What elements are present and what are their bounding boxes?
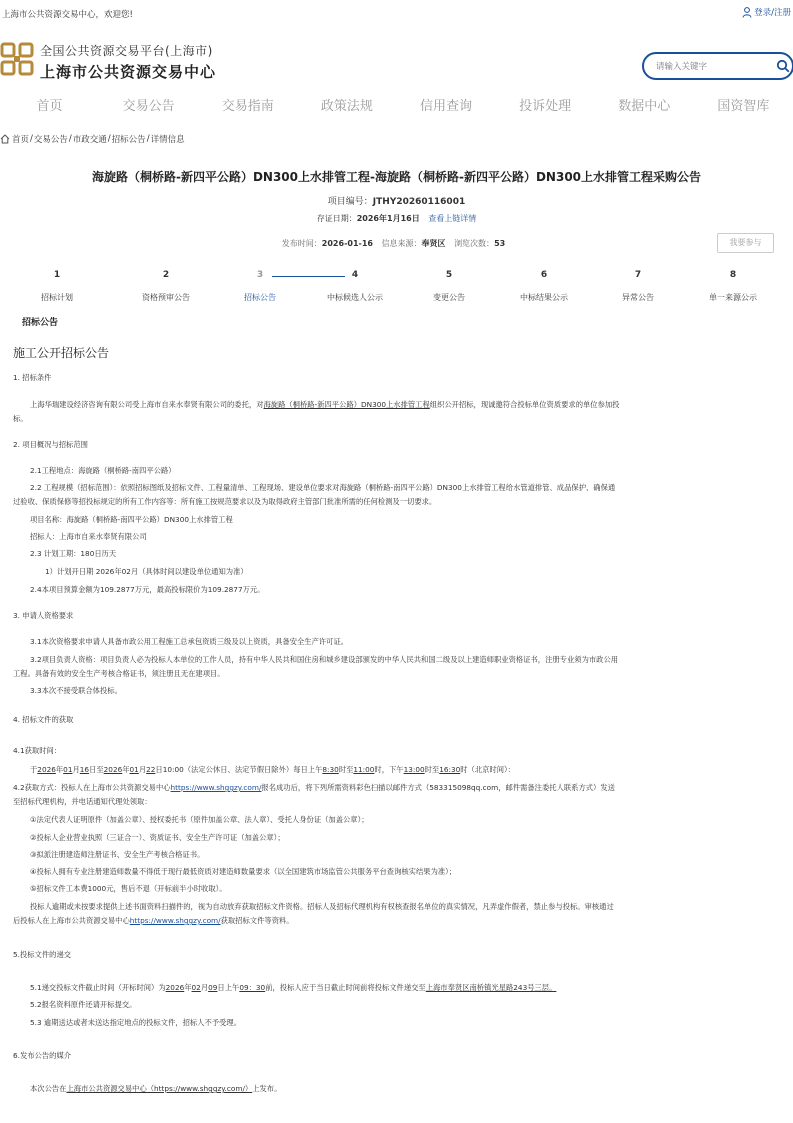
- step-number[interactable]: 8: [729, 270, 737, 280]
- paragraph: 5.3 逾期送达或者未送达指定地点的投标文件，招标人不予受理。: [30, 1018, 241, 1027]
- site-url-link[interactable]: https://www.shggzy.com/: [170, 783, 262, 792]
- notice-meta: 发布时间：2026-01-16 信息来源：奉贤区 浏览次数：53: [281, 239, 506, 248]
- search-input[interactable]: [656, 59, 766, 74]
- paragraph: 项目名称：海旋路（桐桥路-南四平公路）DN300上水排管工程: [30, 515, 233, 524]
- list-item: ③拟派注册建造师注册证书、安全生产考核合格证书。: [30, 850, 205, 859]
- paragraph: 至招标代理机构，并电话通知代理处领取：: [13, 797, 152, 806]
- paragraph: 4.1获取时间：: [13, 746, 62, 755]
- step-number[interactable]: 2: [162, 270, 170, 280]
- filing-date: 存证日期：2026年1月16日 查看上链详情: [316, 214, 477, 223]
- search-box[interactable]: [642, 52, 793, 80]
- paragraph: 上海华瑞建设经济咨询有限公司受上海市自来水奉贤有限公司的委托，对海旋路（桐桥路-新四平公路）DN300上水排管工程组织公开招标，现诚邀符合投标单位资质要求的单位参加投: [30, 400, 620, 409]
- list-item: ①法定代表人证明原件（加盖公章）、授权委托书（原件加盖公章、法人章）、受托人身份证（加盖公章）；: [30, 815, 369, 824]
- step-number[interactable]: 4: [351, 270, 359, 280]
- site-url-link[interactable]: https://www.shggzy.com/: [129, 916, 221, 925]
- nav-think-tank[interactable]: 国资智库: [717, 99, 770, 114]
- breadcrumb-item[interactable]: 招标公告: [111, 135, 146, 145]
- search-icon[interactable]: [776, 59, 790, 73]
- list-item: ④投标人拥有专业注册建造师数量不得低于现行最低资质对建造师数量要求（以全国建筑市场监管公共服务平台查询核实结果为准）；: [30, 867, 457, 876]
- user-icon: [742, 7, 752, 18]
- logo-icon[interactable]: [0, 42, 34, 76]
- section-tab: 招标公告: [22, 318, 59, 328]
- login-link[interactable]: [742, 6, 791, 18]
- project-number: 项目编号：JTHY20260116001: [327, 197, 466, 207]
- paragraph: 标。: [13, 414, 28, 423]
- welcome-text: 上海市公共资源交易中心，欢迎您!: [2, 10, 133, 20]
- list-item: ⑤招标文件工本费1000元，售后不退（开标前半小时收取）。: [30, 884, 227, 893]
- nav-complaints[interactable]: 投诉处理: [519, 99, 572, 114]
- paragraph: 2.1工程地点：海旋路（桐桥路-南四平公路）: [30, 466, 176, 475]
- heading-2: 2. 项目概况与招标范围: [13, 440, 88, 449]
- blockchain-link[interactable]: 查看上链详情: [428, 214, 477, 223]
- nav-data-center[interactable]: 数据中心: [618, 99, 671, 114]
- paragraph: 1）计划开日期 2026年02月（具体时间以建设单位通知为准）: [45, 567, 248, 576]
- breadcrumb-item[interactable]: 交易公告: [33, 135, 68, 145]
- breadcrumb: 首页 / 交易公告 / 市政交通 / 招标公告 / 详情信息: [0, 133, 185, 145]
- main-nav: [0, 92, 793, 122]
- heading-6: 6.发布公告的媒介: [13, 1051, 72, 1060]
- step-number[interactable]: 5: [445, 270, 453, 280]
- step-label[interactable]: 招标计划: [41, 293, 73, 302]
- step-label[interactable]: 中标候选人公示: [327, 293, 383, 302]
- paragraph: 3.1本次资格要求申请人具备市政公用工程施工总承包资质三级及以上资质，具备安全生产许可证。: [30, 637, 349, 646]
- breadcrumb-item[interactable]: 市政交通: [72, 135, 107, 145]
- paragraph: 本次公告在上海市公共资源交易中心（https://www.shggzy.com/）上发布。: [30, 1084, 282, 1093]
- process-steps: [0, 268, 793, 308]
- active-step-line: [272, 276, 345, 277]
- paragraph: 后投标人在上海市公共资源交易中心https://www.shggzy.com/获取招标文件等资料。: [13, 916, 294, 925]
- join-button[interactable]: 我要参与: [717, 233, 774, 253]
- step-label[interactable]: 变更公告: [433, 293, 465, 302]
- nav-home[interactable]: 首页: [36, 99, 63, 114]
- paragraph: 5.1递交投标文件截止时间（开标时间）为2026年02月09日上午09：30前，投标人应于当日截止时间前将投标文件递交至上海市奉贤区南桥镇光星路243号三层。: [30, 983, 557, 992]
- paragraph: 2.4本项目预算金额为109.2877万元，最高投标限价为109.2877万元。: [30, 585, 265, 594]
- heading-5: 5.投标文件的递交: [13, 950, 72, 959]
- heading-1: 1. 招标条件: [13, 373, 52, 382]
- nav-trading-guide[interactable]: 交易指南: [221, 99, 274, 114]
- breadcrumb-home[interactable]: 首页: [12, 135, 30, 145]
- paragraph: 4.2获取方式：投标人在上海市公共资源交易中心https://www.shggzy.com/报名成功后，将下列所需资料彩色扫描以邮件方式（583315098qq.com，邮件需备注委托人联系方式）发送: [13, 783, 615, 792]
- nav-trading-notices[interactable]: 交易公告: [122, 99, 175, 114]
- platform-name: 全国公共资源交易平台(上海市): [40, 44, 213, 58]
- heading-3: 3. 申请人资格要求: [13, 611, 74, 620]
- list-item: ②投标人企业营业执照（三证合一）、资质证书、安全生产许可证（加盖公章）；: [30, 833, 285, 842]
- login-label[interactable]: 登录/注册: [754, 8, 791, 18]
- delivery-address: 上海市奉贤区南桥镇光星路243号三层。: [425, 983, 557, 992]
- step-label[interactable]: 异常公告: [622, 293, 654, 302]
- paragraph: 3.2项目负责人资格：项目负责人必为投标人本单位的工作人员，持有中华人民共和国住房和城乡建设部颁发的中华人民共和国二级及以上建造师职业资格证书，注册专业须为市政公用: [30, 655, 619, 664]
- paragraph: 工程。具备有效的安全生产考核合格证书，须注册且无在建项目。: [13, 669, 225, 678]
- paragraph: 2.2 工程规模（招标范围）：依照招标图纸及招标文件、工程量清单、工程现场、建设单位要求对海旋路（桐桥路-南四平公路）DN300上水排管工程给水管道排管、成品保护、确保通: [30, 483, 616, 492]
- paragraph: 过验收、保质保修等招投标规定的所有工作内容等：所有施工按规范要求以及为取得政府主管部门批准所需的任何检测及一切要求。: [13, 497, 437, 506]
- top-bar: [0, 0, 793, 28]
- site-name: 上海市公共资源交易中心: [40, 63, 217, 81]
- page-title: 海旋路（桐桥路-新四平公路）DN300上水排管工程-海旋路（桐桥路-新四平公路）DN300上水排管工程采购公告: [91, 170, 702, 184]
- paragraph: 投标人逾期或未按要求提供上述书面资料扫描件的，视为自动放弃获取招标文件资格。招标人及招标代理机构有权核查报名单位的真实情况，凡弄虚作假者，禁止参与投标。审核通过: [30, 902, 614, 911]
- paragraph: 2.3 计划工期：180日历天: [30, 549, 117, 558]
- home-icon: [0, 134, 10, 144]
- step-label-active[interactable]: 招标公告: [244, 293, 276, 302]
- paragraph: 3.3本次不接受联合体投标。: [30, 686, 122, 695]
- heading-4: 4. 招标文件的获取: [13, 715, 74, 724]
- paragraph: 5.2报名资料原件还请开标提交。: [30, 1000, 137, 1009]
- project-name-link: 海旋路（桐桥路-新四平公路）DN300上水排管工程: [263, 400, 430, 409]
- step-label[interactable]: 资格预审公告: [142, 293, 190, 302]
- paragraph: 于2026年01月16日至2026年01月22日10:00（法定公休日、法定节假日除外）每日上午8:30时至11:00时，下午13:00时至16:30时（北京时间）：: [30, 765, 515, 774]
- nav-policies[interactable]: 政策法规: [320, 99, 373, 114]
- nav-credit-query[interactable]: 信用查询: [420, 99, 473, 114]
- paragraph: 招标人：上海市自来水奉贤有限公司: [30, 532, 147, 541]
- doc-title: 施工公开招标公告: [13, 346, 110, 360]
- step-number[interactable]: 1: [53, 270, 61, 280]
- step-label[interactable]: 中标结果公示: [520, 293, 568, 302]
- site-link[interactable]: 上海市公共资源交易中心（https://www.shggzy.com/）: [66, 1084, 253, 1093]
- breadcrumb-current: 详情信息: [150, 135, 185, 145]
- step-number-active[interactable]: 3: [256, 270, 264, 280]
- step-number[interactable]: 7: [634, 270, 642, 280]
- step-label[interactable]: 单一来源公示: [709, 293, 757, 302]
- step-number[interactable]: 6: [540, 270, 548, 280]
- site-header: [0, 30, 793, 90]
